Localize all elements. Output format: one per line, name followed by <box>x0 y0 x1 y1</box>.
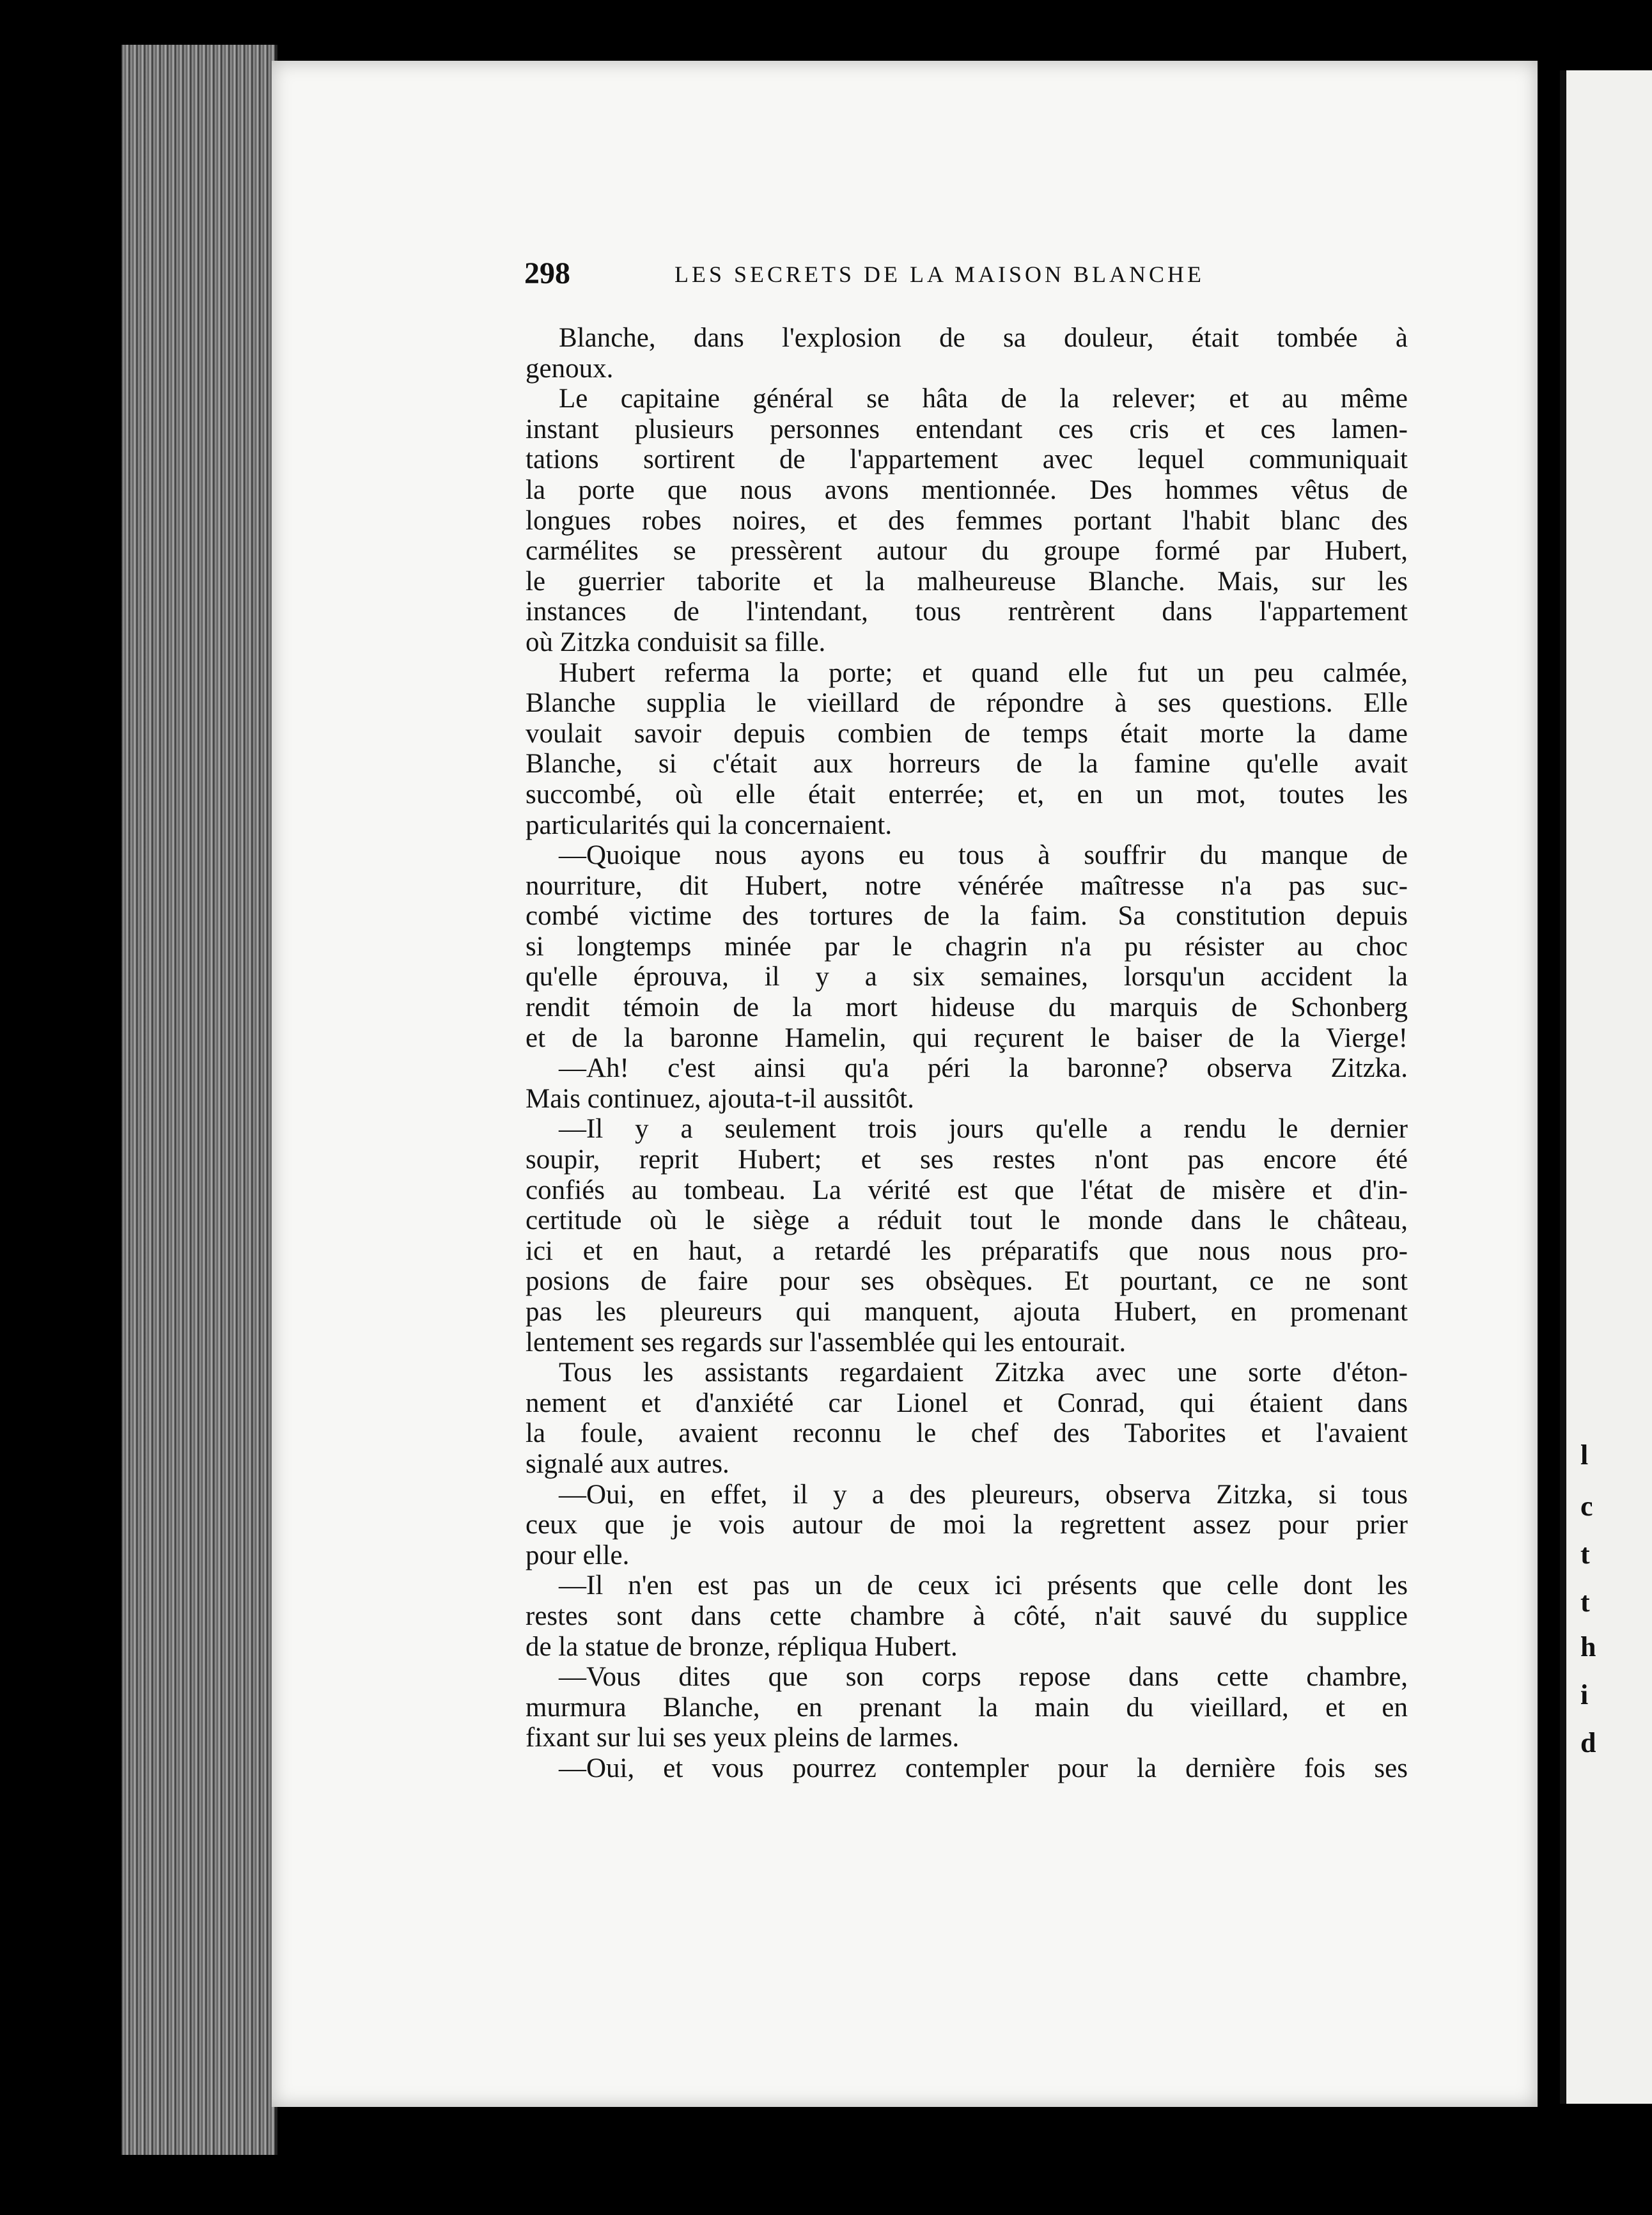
text-line: voulait savoir depuis combien de temps était morte la dame <box>526 718 1408 749</box>
facing-page-fragment: t <box>1580 1586 1590 1618</box>
text-line: posions de faire pour ses obsèques. Et pourtant, ce ne sont <box>526 1266 1408 1297</box>
text-line: carmélites se pressèrent autour du groupe formé par Hubert, <box>526 536 1408 567</box>
text-line: —Il n'en est pas un de ceux ici présents que celle dont les <box>559 1570 1408 1601</box>
text-line: lentement ses regards sur l'assemblée qui les entourait. <box>526 1327 1126 1358</box>
text-line: où Zitzka conduisit sa fille. <box>526 627 826 657</box>
text-line: Blanche, dans l'explosion de sa douleur, était tombée à <box>559 323 1408 353</box>
text-line: murmura Blanche, en prenant la main du vieillard, et en <box>526 1692 1408 1723</box>
text-line: genoux. <box>526 353 614 384</box>
text-line: de la statue de bronze, répliqua Hubert. <box>526 1631 958 1662</box>
page-number: 298 <box>524 256 570 290</box>
text-line: —Vous dites que son corps repose dans cette chambre, <box>559 1662 1408 1693</box>
text-line: le guerrier taborite et la malheureuse Blanche. Mais, sur les <box>526 566 1408 597</box>
text-line: —Quoique nous ayons eu tous à souffrir du manque de <box>559 840 1408 871</box>
text-line: la foule, avaient reconnu le chef des Taborites et l'avaient <box>526 1418 1408 1449</box>
text-line: —Il y a seulement trois jours qu'elle a rendu le dernier <box>559 1114 1408 1145</box>
text-line: pour elle. <box>526 1540 630 1570</box>
text-line: nement et d'anxiété car Lionel et Conrad, qui étaient dans <box>526 1388 1408 1418</box>
body-text <box>526 323 1408 1784</box>
text-line: ceux que je vois autour de moi la regrettent assez pour prier <box>526 1510 1408 1540</box>
text-line: qu'elle éprouva, il y a six semaines, lorsqu'un accident la <box>526 962 1408 992</box>
text-line: nourriture, dit Hubert, notre vénérée maîtresse n'a pas suc- <box>526 870 1408 901</box>
text-line: —Oui, en effet, il y a des pleureurs, observa Zitzka, si tous <box>559 1479 1408 1510</box>
text-line: Blanche supplia le vieillard de répondre à ses questions. Elle <box>526 688 1408 719</box>
text-line: Hubert referma la porte; et quand elle fut un peu calmée, <box>559 657 1408 688</box>
text-line: tations sortirent de l'appartement avec lequel communiquait <box>526 444 1408 475</box>
facing-page-fragment: l <box>1580 1439 1589 1471</box>
text-line: Le capitaine général se hâta de la relever; et au même <box>559 384 1408 414</box>
text-line: soupir, reprit Hubert; et ses restes n'ont pas encore été <box>526 1145 1408 1175</box>
text-line: et de la baronne Hamelin, qui reçurent le baiser de la Vierge! <box>526 1022 1408 1053</box>
facing-page-fragment: c <box>1580 1491 1593 1522</box>
running-head-title: LES SECRETS DE LA MAISON BLANCHE <box>674 262 1205 287</box>
facing-page-fragment: h <box>1580 1631 1596 1663</box>
running-head <box>524 256 1419 294</box>
text-line: si longtemps minée par le chagrin n'a pu résister au choc <box>526 931 1408 962</box>
text-line: restes sont dans cette chambre à côté, n'ait sauvé du supplice <box>526 1601 1408 1631</box>
text-line: Mais continuez, ajouta-t-il aussitôt. <box>526 1083 914 1114</box>
text-line: pas les pleureurs qui manquent, ajouta Hubert, en promenant <box>526 1297 1408 1327</box>
text-line: rendit témoin de la mort hideuse du marquis de Schonberg <box>526 992 1408 1023</box>
text-line: ici et en haut, a retardé les préparatifs que nous nous pro- <box>526 1235 1408 1266</box>
text-line: signalé aux autres. <box>526 1448 729 1479</box>
text-line: certitude où le siège a réduit tout le monde dans le château, <box>526 1205 1408 1236</box>
text-line: Tous les assistants regardaient Zitzka avec une sorte d'éton- <box>559 1358 1408 1388</box>
text-line: particularités qui la concernaient. <box>526 810 892 840</box>
facing-page-fragment: t <box>1580 1538 1590 1570</box>
text-line: succombé, où elle était enterrée; et, en un mot, toutes les <box>526 779 1408 810</box>
book-page-edges <box>121 45 277 2155</box>
text-line: instant plusieurs personnes entendant ces cris et ces lamen- <box>526 414 1408 444</box>
text-line: confiés au tombeau. La vérité est que l'état de misère et d'in- <box>526 1175 1408 1205</box>
facing-page-edge <box>1560 70 1652 2104</box>
text-line: longues robes noires, et des femmes portant l'habit blanc des <box>526 505 1408 536</box>
text-line: —Oui, et vous pourrez contempler pour la dernière fois ses <box>559 1753 1408 1783</box>
text-line: combé victime des tortures de la faim. Sa constitution depuis <box>526 901 1408 932</box>
text-line: fixant sur lui ses yeux pleins de larmes. <box>526 1723 960 1753</box>
facing-page-fragment: d <box>1580 1727 1596 1758</box>
facing-page-fragment: i <box>1580 1679 1589 1710</box>
text-line: instances de l'intendant, tous rentrèrent dans l'appartement <box>526 597 1408 627</box>
text-line: —Ah! c'est ainsi qu'a péri la baronne? observa Zitzka. <box>559 1053 1408 1084</box>
text-line: Blanche, si c'était aux horreurs de la famine qu'elle avait <box>526 749 1408 779</box>
text-line: la porte que nous avons mentionnée. Des hommes vêtus de <box>526 474 1408 505</box>
